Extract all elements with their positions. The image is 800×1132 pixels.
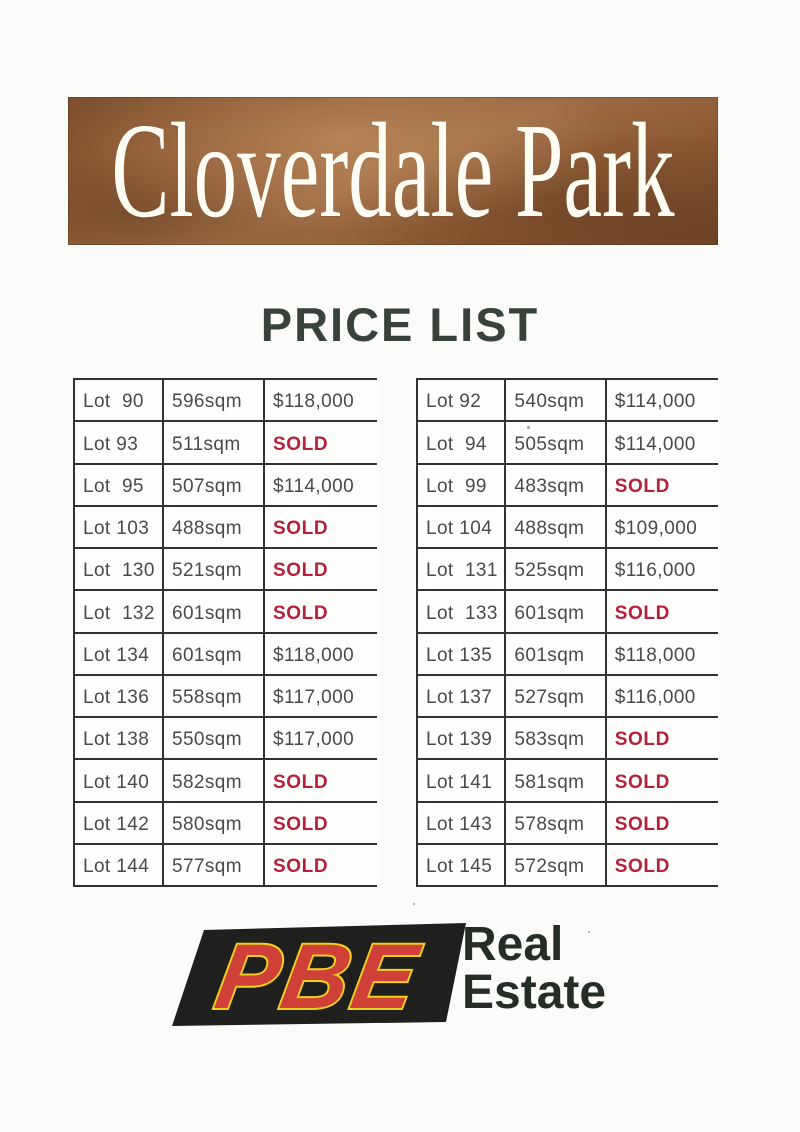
- lot-cell: Lot 143: [418, 803, 504, 843]
- size-cell: 601sqm: [506, 634, 604, 674]
- table-row: [418, 676, 716, 716]
- table-row: [75, 718, 375, 758]
- lot-cell: Lot 134: [75, 634, 162, 674]
- lot-cell: Lot 140: [75, 760, 162, 800]
- price-cell: $117,000: [265, 676, 379, 716]
- logo-name-line1: Real: [462, 918, 564, 971]
- table-row: [418, 422, 716, 462]
- price-table-right: [416, 378, 718, 887]
- page-title: PRICE LIST: [260, 298, 540, 351]
- price-cell: $109,000: [607, 507, 720, 547]
- table-row: [418, 803, 716, 843]
- price-cell: SOLD: [265, 591, 379, 631]
- table-row: [418, 845, 716, 885]
- size-cell: 577sqm: [164, 845, 263, 885]
- table-row: [75, 760, 375, 800]
- price-cell: SOLD: [265, 507, 379, 547]
- lot-cell: Lot 94: [418, 422, 504, 462]
- logo-company-name: [462, 918, 607, 1019]
- lot-cell: Lot 142: [75, 803, 162, 843]
- size-cell: 578sqm: [506, 803, 604, 843]
- price-cell: SOLD: [607, 845, 720, 885]
- lot-cell: Lot 135: [418, 634, 504, 674]
- lot-cell: Lot 131: [418, 549, 504, 589]
- price-cell: SOLD: [265, 549, 379, 589]
- lot-cell: Lot 90: [75, 380, 162, 420]
- size-cell: 525sqm: [506, 549, 604, 589]
- table-row: [418, 507, 716, 547]
- price-table-left: [73, 378, 377, 887]
- pbe-logo: [166, 920, 646, 1038]
- size-cell: 580sqm: [164, 803, 263, 843]
- size-cell: 521sqm: [164, 549, 263, 589]
- table-row: [418, 634, 716, 674]
- banner: [68, 97, 718, 245]
- price-cell: SOLD: [265, 845, 379, 885]
- scan-speck: [588, 931, 590, 933]
- table-row: [418, 549, 716, 589]
- price-cell: $117,000: [265, 718, 379, 758]
- lot-cell: Lot 92: [418, 380, 504, 420]
- lot-cell: Lot 137: [418, 676, 504, 716]
- size-cell: 527sqm: [506, 676, 604, 716]
- table-row: [418, 718, 716, 758]
- size-cell: 582sqm: [164, 760, 263, 800]
- price-cell: $114,000: [607, 380, 720, 420]
- price-cell: SOLD: [265, 803, 379, 843]
- lot-cell: Lot 139: [418, 718, 504, 758]
- size-cell: 601sqm: [164, 591, 263, 631]
- lot-cell: Lot 99: [418, 465, 504, 505]
- lot-cell: Lot 144: [75, 845, 162, 885]
- price-cell: SOLD: [607, 591, 720, 631]
- lot-cell: Lot 95: [75, 465, 162, 505]
- logo-brand-text: PBE: [208, 924, 429, 1028]
- table-row: [418, 760, 716, 800]
- price-cell: SOLD: [607, 803, 720, 843]
- size-cell: 507sqm: [164, 465, 263, 505]
- lot-cell: Lot 141: [418, 760, 504, 800]
- table-row: [75, 549, 375, 589]
- table-row: [418, 591, 716, 631]
- lot-cell: Lot 145: [418, 845, 504, 885]
- price-cell: $116,000: [607, 676, 720, 716]
- size-cell: 583sqm: [506, 718, 604, 758]
- table-row: [75, 507, 375, 547]
- price-cell: $118,000: [265, 634, 379, 674]
- price-cell: SOLD: [607, 718, 720, 758]
- table-row: [75, 380, 375, 420]
- size-cell: 483sqm: [506, 465, 604, 505]
- scan-speck: [527, 426, 530, 429]
- table-row: [75, 591, 375, 631]
- size-cell: 511sqm: [164, 422, 263, 462]
- banner-title: Cloverdale Park: [111, 96, 675, 246]
- price-cell: SOLD: [265, 422, 379, 462]
- size-cell: 488sqm: [164, 507, 263, 547]
- price-cell: $118,000: [607, 634, 720, 674]
- size-cell: 488sqm: [506, 507, 604, 547]
- price-cell: $118,000: [265, 380, 379, 420]
- pbe-logo-graphic: [166, 920, 466, 1038]
- size-cell: 550sqm: [164, 718, 263, 758]
- size-cell: 601sqm: [506, 591, 604, 631]
- scan-speck: [413, 903, 415, 905]
- price-cell: $114,000: [265, 465, 379, 505]
- size-cell: 540sqm: [506, 380, 604, 420]
- price-cell: SOLD: [607, 760, 720, 800]
- table-row: [75, 634, 375, 674]
- size-cell: 572sqm: [506, 845, 604, 885]
- lot-cell: Lot 138: [75, 718, 162, 758]
- size-cell: 581sqm: [506, 760, 604, 800]
- price-cell: $116,000: [607, 549, 720, 589]
- table-row: [75, 803, 375, 843]
- lot-cell: Lot 133: [418, 591, 504, 631]
- size-cell: 505sqm: [506, 422, 604, 462]
- table-row: [75, 845, 375, 885]
- logo-name-line2: Estate: [462, 966, 607, 1019]
- table-row: [418, 380, 716, 420]
- lot-cell: Lot 104: [418, 507, 504, 547]
- lot-cell: Lot 132: [75, 591, 162, 631]
- table-row: [75, 676, 375, 716]
- price-cell: SOLD: [607, 465, 720, 505]
- lot-cell: Lot 103: [75, 507, 162, 547]
- lot-cell: Lot 130: [75, 549, 162, 589]
- size-cell: 558sqm: [164, 676, 263, 716]
- table-row: [75, 422, 375, 462]
- lot-cell: Lot 136: [75, 676, 162, 716]
- lot-cell: Lot 93: [75, 422, 162, 462]
- table-row: [418, 465, 716, 505]
- size-cell: 596sqm: [164, 380, 263, 420]
- size-cell: 601sqm: [164, 634, 263, 674]
- table-row: [75, 465, 375, 505]
- price-cell: $114,000: [607, 422, 720, 462]
- price-cell: SOLD: [265, 760, 379, 800]
